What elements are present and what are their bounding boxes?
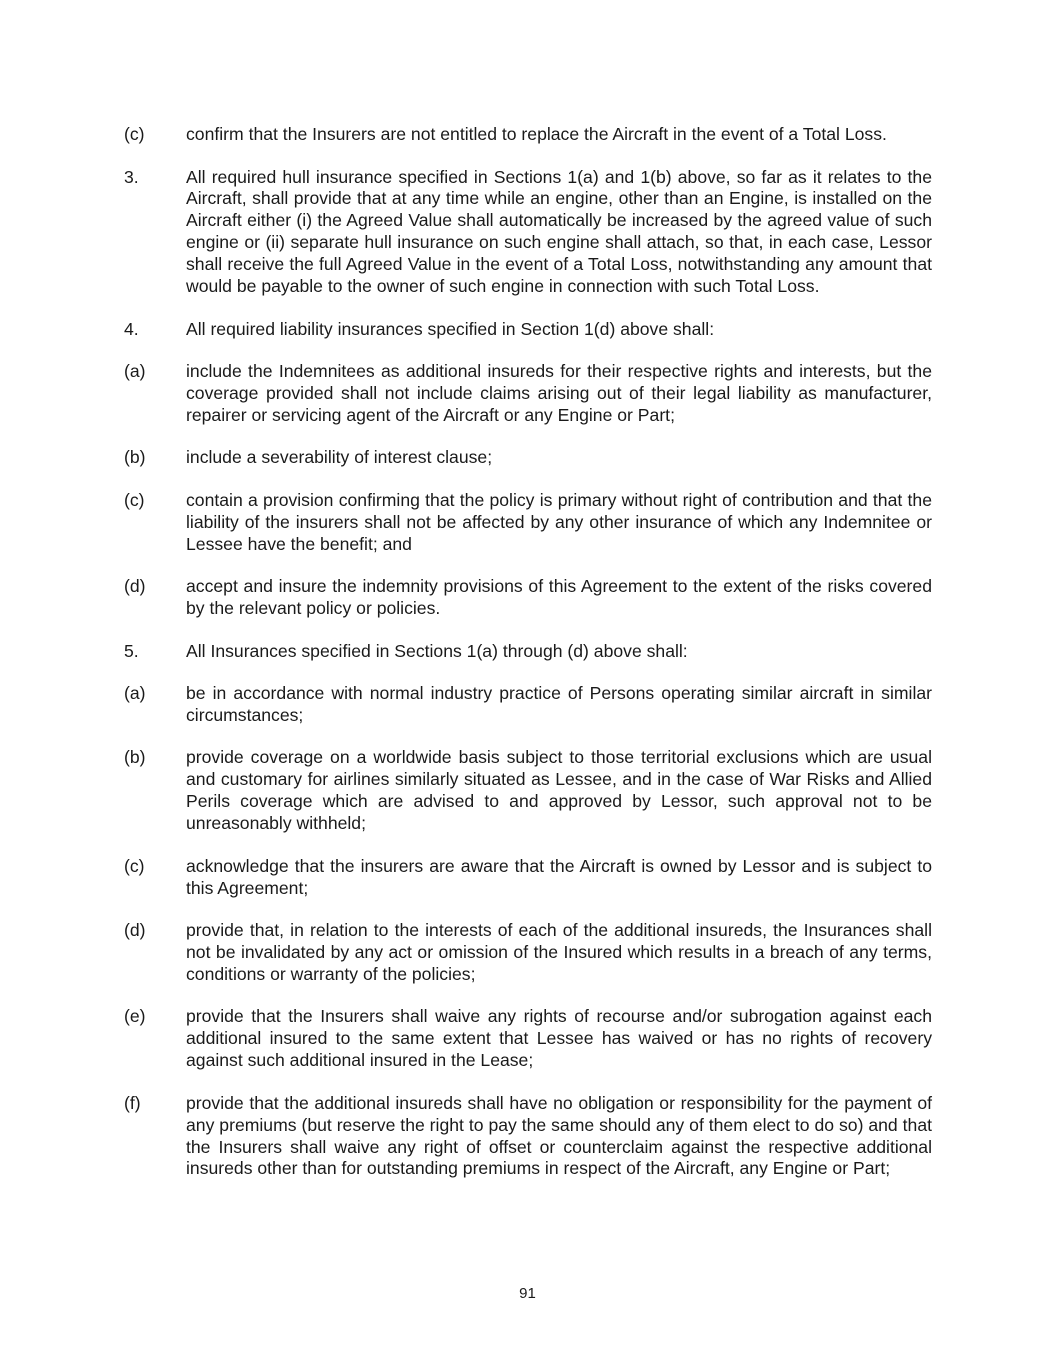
clause-label: (a) — [124, 683, 146, 704]
section-3-hull-insurance — [124, 167, 932, 298]
clause-4b-severability — [124, 447, 932, 469]
clause-5d-not-invalidated — [124, 920, 932, 986]
clause-4d-indemnity-provisions — [124, 576, 932, 620]
clause-text: contain a provision confirming that the policy is primary without right of contribution and that the liability of the insurers shall not be affected by any other insurance of which any Indemnitee or Lessee have the benefit; and — [186, 489, 932, 554]
clause-label: (c) — [124, 124, 145, 144]
section-4-liability-insurances — [124, 319, 932, 341]
clause-text: acknowledge that the insurers are aware that the Aircraft is owned by Lessor and is subject to this Agreement; — [186, 855, 932, 898]
page-number: 91 — [519, 1285, 536, 1302]
clause-label: (d) — [124, 576, 146, 597]
clause-4a-indemnitees — [124, 361, 932, 427]
clause-text: accept and insure the indemnity provisions of this Agreement to the extent of the risks covered by the relevant policy or policies. — [186, 576, 932, 619]
clause-text: provide that, in relation to the interests of each of the additional insureds, the Insurances shall not be invalidated by any act or omission of the Insured which results in a breach of any terms, conditions or warranty of the policies; — [186, 920, 932, 984]
clause-label: (b) — [124, 747, 146, 768]
clause-label: (f) — [124, 1092, 141, 1113]
clause-text: All required liability insurances specified in Section 1(d) above shall: — [186, 318, 715, 339]
clause-c-total-loss — [124, 124, 932, 146]
clause-text: include the Indemnitees as additional insureds for their respective rights and interests, but the coverage provided shall not include claims arising out of their legal liability as manufacturer, repairer or servicing agent of the Aircraft or any Engine or Part; — [186, 361, 932, 425]
clause-5f-premiums — [124, 1093, 932, 1181]
clause-text: provide that the Insurers shall waive any rights of recourse and/or subrogation against each additional insured to the same extent that Lessee has waived or has no rights of recovery against such additional insured in the Lease; — [186, 1006, 932, 1071]
clause-5a-industry-practice — [124, 683, 932, 727]
clause-label: 5. — [124, 640, 139, 661]
clause-text: All required hull insurance specified in Sections 1(a) and 1(b) above, so far as it relates to the Aircraft, shall provide that at any time while an engine, other than an Engine, is installed on the Aircraft either (i) the Agreed Value shall automatically be increased by the agreed value of such engine or (ii) separate hull insurance on such engine shall attach, so that, in each case, Lessor shall receive the full Agreed Value in the event of a Total Loss, notwithstanding any amount that would be payable to the owner of such engine in connection with such Total Loss. — [186, 166, 932, 297]
clause-label: (a) — [124, 361, 146, 382]
clause-4c-primary-policy — [124, 490, 932, 556]
clause-label: (b) — [124, 447, 146, 468]
document-body — [124, 124, 932, 1201]
clause-5b-worldwide-coverage — [124, 747, 932, 835]
clause-label: 3. — [124, 166, 139, 187]
clause-5e-subrogation-waiver — [124, 1006, 932, 1072]
clause-label: (c) — [124, 489, 145, 510]
clause-label: 4. — [124, 318, 139, 339]
clause-text: confirm that the Insurers are not entitled to replace the Aircraft in the event of a Total Loss. — [186, 124, 887, 144]
clause-label: (e) — [124, 1006, 146, 1027]
clause-text: provide that the additional insureds shall have no obligation or responsibility for the payment of any premiums (but reserve the right to pay the same should any of them elect to do so) and that the Insurers shall waive any right of offset or counterclaim against the respective additional insureds other than for outstanding premiums in respect of the Aircraft, any Engine or Part; — [186, 1092, 932, 1179]
clause-5c-ownership-acknowledgement — [124, 856, 932, 900]
clause-text: be in accordance with normal industry practice of Persons operating similar aircraft in similar circumstances; — [186, 683, 932, 725]
clause-text: All Insurances specified in Sections 1(a) through (d) above shall: — [186, 640, 688, 661]
clause-label: (d) — [124, 920, 146, 941]
clause-text: include a severability of interest clause; — [186, 447, 493, 468]
section-5-all-insurances — [124, 641, 932, 663]
clause-text: provide coverage on a worldwide basis subject to those territorial exclusions which are usual and customary for airlines similarly situated as Lessee, and in the case of War Risks and Allied Perils coverage which are advised to and approved by Lessor, such approval not to be unreasonably withheld; — [186, 747, 932, 834]
clause-label: (c) — [124, 855, 145, 876]
